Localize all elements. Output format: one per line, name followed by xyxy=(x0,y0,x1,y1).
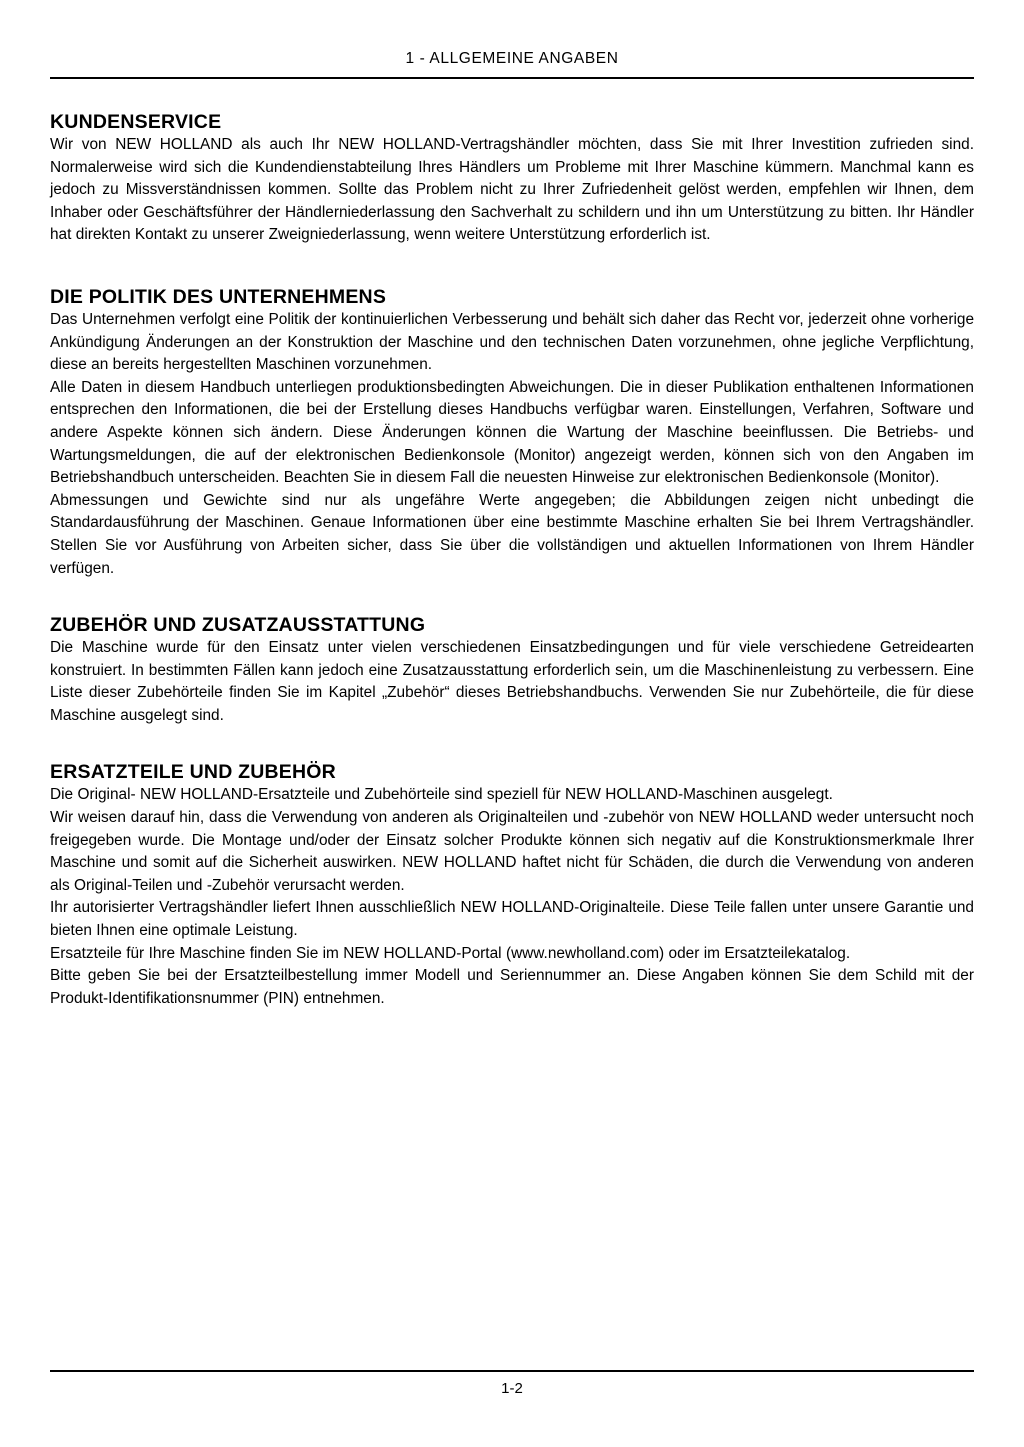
paragraph: Wir weisen darauf hin, dass die Verwendung von anderen als Originalteilen und -zubehör von NEW HOLLAND weder untersucht noch freigegeben wurde. Die Montage und/oder der Einsatz solcher Produkte können sich negativ auf die Konstruktionsmerkmale Ihrer Maschine und somit auf die Sicherheit auswirken. NEW HOLLAND haftet nicht für Schäden, die durch die Verwendung von anderen als Original-Teilen und -Zubehör verursacht werden. xyxy=(50,809,974,894)
paragraph: Die Original- NEW HOLLAND-Ersatzteile und Zubehörteile sind speziell für NEW HOLLAND-Maschinen ausgelegt. xyxy=(50,786,833,804)
section-heading-politik: DIE POLITIK DES UNTERNEHMENS xyxy=(50,285,387,308)
page-content xyxy=(50,50,974,1010)
section-heading-kundenservice: KUNDENSERVICE xyxy=(50,111,222,133)
page-footer xyxy=(50,1370,974,1397)
page-number: 1-2 xyxy=(501,1380,523,1397)
paragraph: Ersatzteile für Ihre Maschine finden Sie im NEW HOLLAND-Portal (www.newholland.com) oder im Ersatzteilekatalog. xyxy=(50,944,851,962)
header-divider xyxy=(50,77,974,79)
section-heading-ersatzteile: ERSATZTEILE UND ZUBEHÖR xyxy=(50,761,336,784)
section-zubehoer xyxy=(50,614,974,727)
paragraph: Alle Daten in diesem Handbuch unterliegen produktionsbedingten Abweichungen. Die in dieser Publikation enthaltenen Informationen entsprechen den Informationen, die bei der Erstellung dieses Handbuchs verfügbar waren. Einstellungen, Verfahren, Software und andere Aspekte können sich ändern. Diese Änderungen können die Wartung der Maschine beeinflussen. Die Betriebs- und Wartungsmeldungen, die auf der elektronischen Bedienkonsole (Monitor) angezeigt werden, können sich von den Angaben im Betriebshandbuch unterscheiden. Beachten Sie in diesem Fall die neuesten Hinweise zur elektronischen Bedienkonsole (Monitor). xyxy=(50,378,974,487)
section-ersatzteile xyxy=(50,761,974,1010)
paragraph: Das Unternehmen verfolgt eine Politik der kontinuierlichen Verbesserung und behält sich daher das Recht vor, jederzeit ohne vorherige Ankündigung Änderungen an der Konstruktion der Maschine und den technischen Daten vorzunehmen, ohne jegliche Verpflichtung, diese an bereits hergestellten Maschinen vorzunehmen. xyxy=(50,310,974,374)
page-header xyxy=(50,50,974,79)
paragraph: Ihr autorisierter Vertragshändler liefert Ihnen ausschließlich NEW HOLLAND-Originalteile. Diese Teile fallen unter unsere Garantie und bieten Ihnen eine optimale Leistung. xyxy=(50,899,974,940)
chapter-title: 1 - ALLGEMEINE ANGABEN xyxy=(405,50,619,67)
paragraph: Abmessungen und Gewichte sind nur als ungefähre Werte angegeben; die Abbildungen zeigen nicht unbedingt die Standardausführung der Maschinen. Genaue Informationen über eine bestimmte Maschine erhalten Sie bei Ihrem Vertragshändler. Stellen Sie vor Ausführung von Arbeiten sicher, dass Sie über die vollständigen und aktuellen Informationen von Ihrem Händler verfügen. xyxy=(50,491,974,577)
paragraph: Wir von NEW HOLLAND als auch Ihr NEW HOLLAND-Vertragshändler möchten, dass Sie mit Ihrer Investition zufrieden sind. Normalerweise wird sich die Kundendienstabteilung Ihres Händlers um Probleme mit Ihrer Maschine kümmern. Manchmal kann es jedoch zu Missverständnissen kommen. Sollte das Problem nicht zu Ihrer Zufriedenheit gelöst werden, empfehlen wir Ihnen, dem Inhaber oder Geschäftsführer der Händlerniederlassung den Sachverhalt zu schildern und ihn um Unterstützung zu bitten. Ihr Händler hat direkten Kontakt zu unserer Zweigniederlassung, wenn weitere Unterstützung erforderlich ist. xyxy=(50,136,974,244)
section-heading-zubehoer: ZUBEHÖR UND ZUSATZAUSSTATTUNG xyxy=(50,614,426,637)
paragraph: Bitte geben Sie bei der Ersatzteilbestellung immer Modell und Seriennummer an. Diese Angaben können Sie dem Schild mit der Produkt-Identifikationsnummer (PIN) entnehmen. xyxy=(50,967,974,1007)
paragraph: Die Maschine wurde für den Einsatz unter vielen verschiedenen Einsatzbedingungen und für viele verschiedene Getreidearten konstruiert. In bestimmten Fällen kann jedoch eine Zusatzausstattung erforderlich sein, um die Maschinenleistung zu verbessern. Eine Liste dieser Zubehörteile finden Sie im Kapitel „Zubehör“ dieses Betriebshandbuchs. Verwenden Sie nur Zubehörteile, die für diese Maschine ausgelegt sind. xyxy=(50,639,974,724)
section-kundenservice xyxy=(50,111,974,247)
section-politik xyxy=(50,286,974,580)
